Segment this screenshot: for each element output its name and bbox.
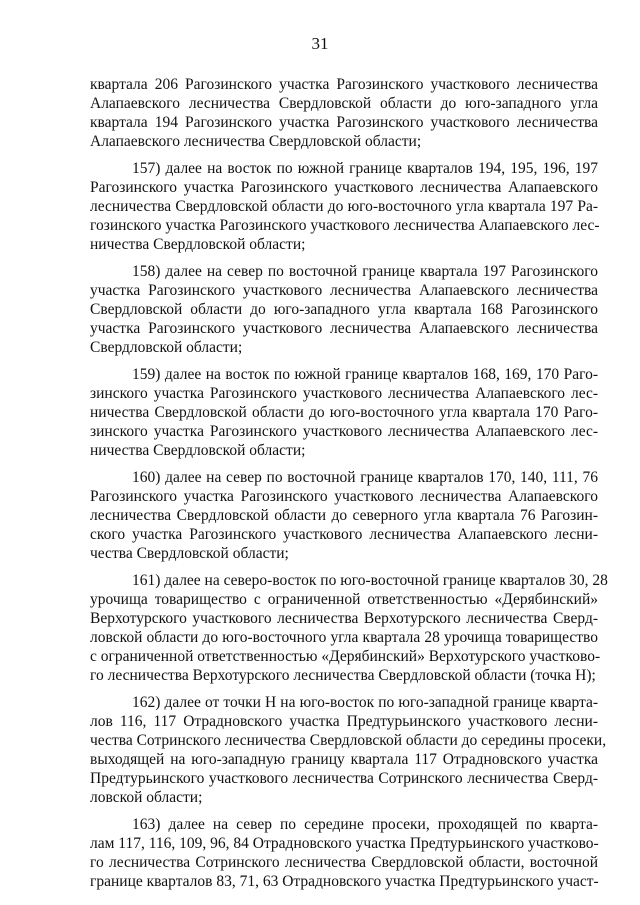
text-line: чества Сотринского лесничества Свердловской области до середины просеки,: [90, 732, 607, 749]
text-line: 160) далее на север по восточной границе кварталов 170, 140, 111, 76: [132, 469, 598, 486]
text-line: ловской области до юго-восточного угла квартала 28 урочища товарищество: [90, 629, 598, 646]
text-line: границе кварталов 83, 71, 63 Отрадновского участка Предтурьинского участ-: [90, 873, 599, 890]
paragraph-156-continuation: [90, 75, 598, 151]
text-line: Алапаевского лесничества Свердловской области;: [90, 133, 422, 150]
paragraph-158: [90, 262, 598, 357]
text-line: лесничества Свердловской области до юго-восточного угла квартала 197 Ра-: [90, 198, 598, 215]
text-line: го лесничества Верхотурского лесничества Свердловской области (точка Н);: [90, 667, 596, 684]
text-line: с ограниченной ответственностью «Дерябинский» Верхотурского участково-: [90, 648, 601, 665]
text-line: 157) далее на восток по южной границе кварталов 194, 195, 196, 197: [132, 160, 598, 177]
text-line: 158) далее на север по восточной границе квартала 197 Рагозинского: [132, 263, 598, 280]
paragraph-162: [90, 693, 607, 807]
document-body: [90, 75, 608, 899]
text-line: Верхотурского участкового лесничества Верхотурского лесничества Сверд-: [90, 610, 598, 627]
text-line: чества Свердловской области;: [90, 545, 289, 562]
text-line: гозинского участка Рагозинского участкового лесничества Алапаевского лес-: [90, 217, 600, 234]
text-line: ского участка Рагозинского участкового лесничества Алапаевского лесни-: [90, 526, 598, 543]
paragraph-160: [90, 468, 598, 563]
text-line: Свердловской области;: [90, 339, 243, 356]
paragraph-157: [90, 159, 598, 254]
text-line: лам 117, 116, 109, 96, 84 Отрадновского участка Предтурьинского участково-: [90, 835, 599, 852]
text-line: лов 116, 117 Отрадновского участка Предтурьинского участкового лесни-: [90, 713, 598, 730]
text-line: го лесничества Сотринского лесничества Свердловской области, восточной: [90, 854, 598, 871]
text-line: Предтурьинского участкового лесничества Сотринского лесничества Сверд-: [90, 770, 598, 787]
text-line: урочища товарищество с ограниченной ответственностью «Дерябинский»: [90, 591, 598, 608]
text-line: участка Рагозинского участкового лесничества Алапаевского лесничества: [90, 320, 598, 337]
text-line: зинского участка Рагозинского участкового лесничества Алапаевского лес-: [90, 385, 598, 402]
paragraph-163: [90, 815, 598, 891]
text-line: ловской области;: [90, 789, 203, 806]
paragraph-159: [90, 365, 598, 460]
text-line: зинского участка Рагозинского участкового лесничества Алапаевского лес-: [90, 423, 598, 440]
text-line: Рагозинского участка Рагозинского участкового лесничества Алапаевского: [90, 179, 598, 196]
text-line: ничества Свердловской области до юго-восточного угла квартала 170 Раго-: [90, 404, 598, 421]
text-line: 159) далее на восток по южной границе кварталов 168, 169, 170 Раго-: [132, 366, 598, 383]
text-line: 162) далее от точки Н на юго-восток по юго-западной границе кварта-: [132, 694, 598, 711]
text-line: квартала 194 Рагозинского участка Рагозинского участкового лесничества: [90, 114, 598, 131]
page-number: 31: [311, 34, 329, 53]
text-line: ничества Свердловской области;: [90, 236, 306, 253]
text-line: 163) далее на север по середине просеки, проходящей по кварта-: [132, 816, 598, 833]
text-line: Рагозинского участка Рагозинского участкового лесничества Алапаевского: [90, 488, 598, 505]
text-line: 161) далее на северо-восток по юго-восточной границе кварталов 30, 28: [132, 572, 608, 589]
text-line: лесничества Свердловской области до северного угла квартала 76 Рагозин-: [90, 507, 598, 524]
text-line: участка Рагозинского участкового лесничества Алапаевского лесничества: [90, 282, 598, 299]
text-line: выходящей на юго-западную границу квартала 117 Отрадновского участка: [90, 751, 598, 768]
text-line: Алапаевского лесничества Свердловской области до юго-западного угла: [90, 95, 598, 112]
text-line: ничества Свердловской области;: [90, 442, 306, 459]
paragraph-161: [90, 571, 608, 685]
text-line: Свердловской области до юго-западного угла квартала 168 Рагозинского: [90, 301, 598, 318]
text-line: квартала 206 Рагозинского участка Рагозинского участкового лесничества: [90, 76, 598, 93]
